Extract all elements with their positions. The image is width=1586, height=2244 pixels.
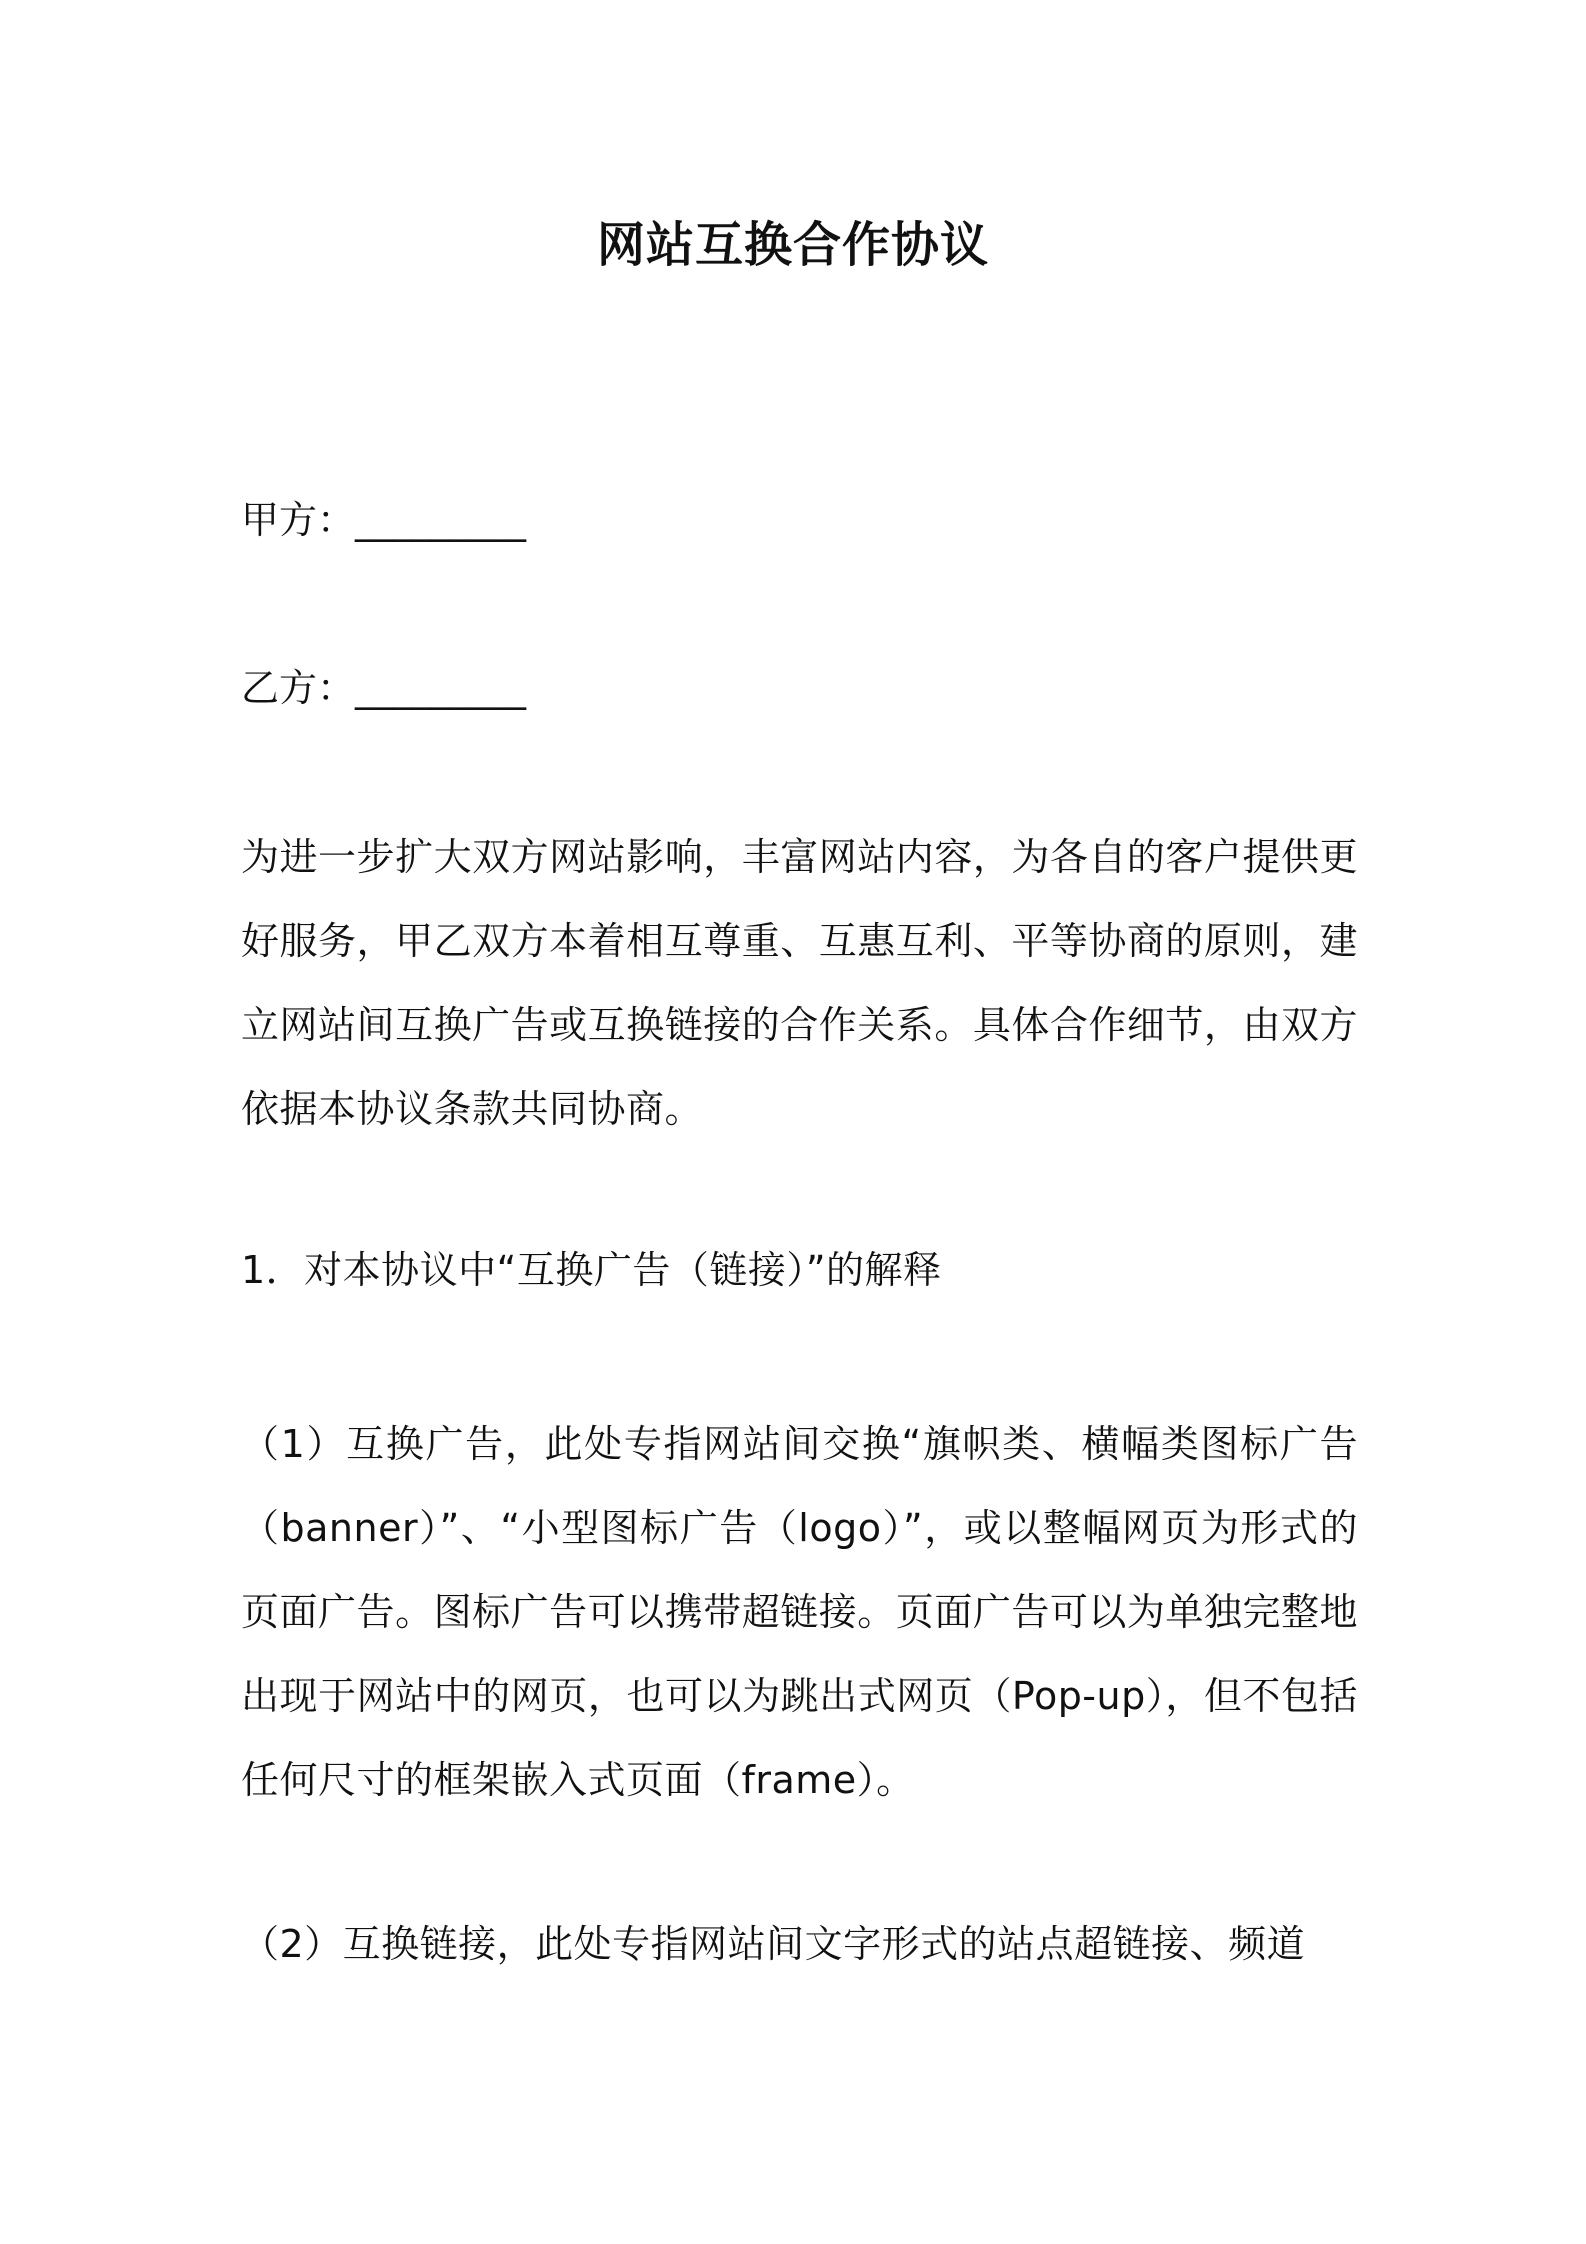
intro-paragraph: 为进一步扩大双方网站影响，丰富网站内容，为各自的客户提供更好服务，甲乙双方本着相互尊重、互惠互利、平等协商的原则，建立网站间互换广告或互换链接的合作关系。具体合作细节，由双方依据本协议条款共同协商。 [241,835,1358,1131]
definition-item-2: （2）互换链接，此处专指网站间文字形式的站点超链接、频道 [241,1922,1306,1966]
section-1-heading: 1．对本协议中“互换广告（链接）”的解释 [241,1248,942,1292]
party-a-line: 甲方：_________ [241,498,527,542]
party-b-line: 乙方：_________ [241,666,527,710]
document-title: 网站互换合作协议 [596,217,989,273]
definition-item-1: （1）互换广告，此处专指网站间交换“旗帜类、横幅类图标广告（banner）”、“小型图标广告（logo）”，或以整幅网页为形式的页面广告。图标广告可以携带超链接。页面广告可以为单独完整地出现于网站中的网页，也可以为跳出式网页（Pop-up），但不包括任何尺寸的框架嵌入式页面（frame）。 [241,1422,1358,1802]
